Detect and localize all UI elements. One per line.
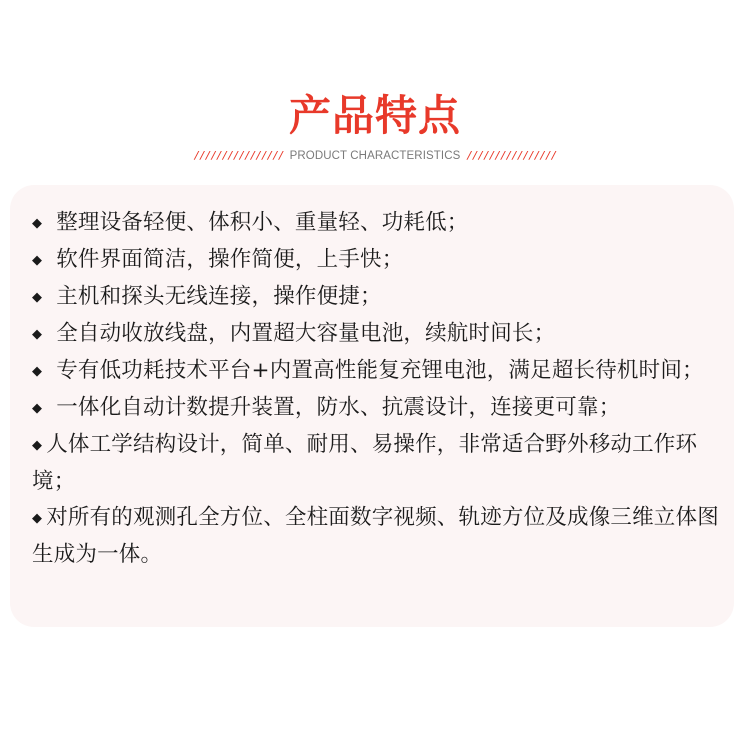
- diamond-bullet-icon: ◆: [32, 364, 43, 379]
- feature-text: 人体工学结构设计，简单、耐用、易操作，非常适合野外移动工作环境；: [32, 432, 698, 494]
- feature-item: [32, 390, 732, 427]
- feature-text: 软件界面简洁，操作简便，上手快；: [56, 247, 404, 272]
- feature-text: 主机和探头无线连接，操作便捷；: [56, 284, 382, 309]
- feature-text: 全自动收放线盘，内置超大容量电池，续航时间长；: [56, 321, 556, 346]
- diamond-bullet-icon: ◆: [32, 216, 43, 231]
- feature-item: [32, 427, 732, 500]
- feature-text: 对所有的观测孔全方位、全柱面数字视频、轨迹方位及成像三维立体图生成为一体。: [32, 505, 719, 567]
- feature-item: [32, 242, 732, 279]
- feature-item: [32, 316, 732, 353]
- feature-text: 整理设备轻便、体积小、重量轻、功耗低；: [56, 210, 469, 235]
- feature-item: [32, 279, 732, 316]
- feature-list: [32, 205, 732, 573]
- diamond-bullet-icon: ◆: [32, 401, 43, 416]
- left-slash-decoration: ////////////////: [193, 149, 284, 162]
- feature-item: [32, 500, 732, 573]
- diamond-bullet-icon: ◆: [32, 253, 43, 268]
- right-slash-decoration: ////////////////: [466, 149, 557, 162]
- feature-text: 专有低功耗技术平台+内置高性能复充锂电池，满足超长待机时间；: [56, 358, 704, 383]
- feature-text: 一体化自动计数提升装置，防水、抗震设计，连接更可靠；: [56, 395, 621, 420]
- page-subtitle: PRODUCT CHARACTERISTICS: [289, 150, 461, 162]
- feature-item: [32, 205, 732, 242]
- subtitle-row: [0, 147, 750, 165]
- diamond-bullet-icon: ◆: [32, 511, 43, 526]
- diamond-bullet-icon: ◆: [32, 438, 43, 453]
- page-title: 产品特点: [288, 91, 461, 140]
- diamond-bullet-icon: ◆: [32, 327, 43, 342]
- feature-item: [32, 353, 732, 390]
- diamond-bullet-icon: ◆: [32, 290, 43, 305]
